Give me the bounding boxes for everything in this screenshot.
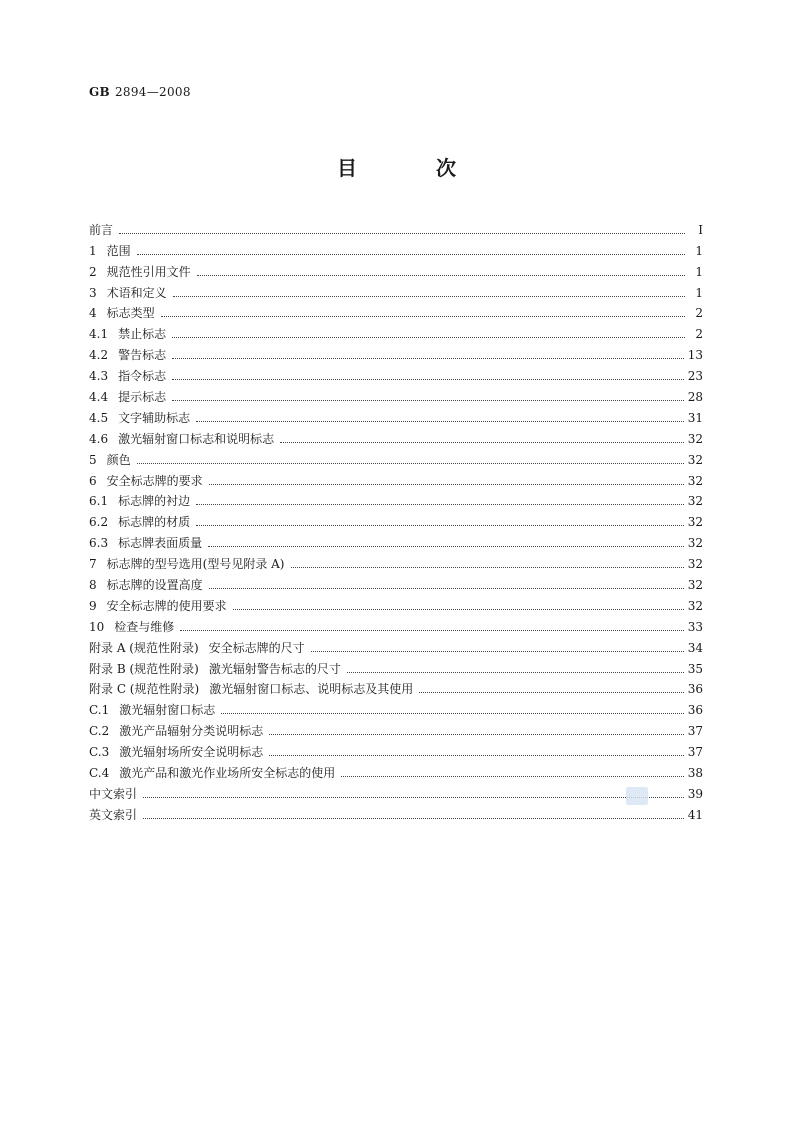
toc-entry[interactable] — [89, 342, 703, 363]
toc-entry-label: 中文索引 — [89, 786, 138, 801]
toc-entry-page: 33 — [687, 619, 703, 634]
toc-entry-number: C.2 — [89, 724, 110, 739]
toc-entry-number: 1 — [89, 243, 97, 258]
toc-leader-dots — [233, 609, 684, 610]
toc-entry-label: 激光辐射警告标志的尺寸 — [208, 661, 341, 676]
toc-entry-page: 37 — [687, 724, 703, 739]
toc-leader-dots — [172, 379, 684, 380]
toc-entry-label: 标志牌的衬边 — [118, 494, 191, 509]
toc-entry-number: 9 — [89, 598, 97, 613]
standard-number: 2894—2008 — [115, 85, 191, 99]
toc-leader-dots — [269, 755, 684, 756]
toc-leader-dots — [172, 358, 684, 359]
toc-entry-number: 4 — [89, 306, 97, 321]
toc-leader-dots — [119, 233, 685, 234]
toc-entry-page: 28 — [687, 390, 703, 405]
toc-leader-dots — [269, 734, 684, 735]
toc-entry-label: 激光辐射窗口标志、说明标志及其使用 — [209, 682, 414, 697]
toc-entry-label: 禁止标志 — [118, 327, 167, 342]
toc-entry[interactable] — [89, 238, 703, 259]
toc-entry-number: 4.4 — [89, 390, 109, 405]
toc-leader-dots — [172, 337, 685, 338]
toc-entry-number: 8 — [89, 578, 97, 593]
toc-leader-dots — [143, 797, 684, 798]
toc-leader-dots — [197, 275, 685, 276]
toc-leader-dots — [137, 463, 684, 464]
toc-entry-number: 4.5 — [89, 410, 109, 425]
toc-leader-dots — [143, 818, 684, 819]
toc-entry-number: 附录 C (规范性附录) — [89, 682, 200, 697]
standard-prefix: GB — [89, 85, 110, 99]
toc-leader-dots — [172, 400, 684, 401]
toc-leader-dots — [209, 588, 684, 589]
toc-entry[interactable] — [89, 697, 703, 718]
toc-entry-label: 标志牌的材质 — [118, 515, 191, 530]
toc-entry-page: 2 — [695, 306, 703, 321]
toc-entry-label: 前言 — [89, 222, 114, 237]
toc-entry-label: 术语和定义 — [106, 285, 167, 300]
toc-entry-number: C.3 — [89, 745, 110, 760]
toc-entry-page: 1 — [695, 243, 703, 258]
toc-entry-page: 38 — [687, 766, 703, 781]
toc-entry[interactable] — [89, 217, 703, 238]
standard-code — [89, 85, 191, 99]
toc-entry-page: 32 — [687, 452, 703, 467]
toc-entry-label: 英文索引 — [89, 807, 138, 822]
toc-entry-page: 32 — [687, 578, 703, 593]
toc-entry-label: 激光产品和激光作业场所安全标志的使用 — [119, 766, 336, 781]
toc-entry-label: 检查与维修 — [114, 619, 175, 634]
toc-leader-dots — [180, 630, 683, 631]
toc-leader-dots — [341, 776, 684, 777]
toc-entry-page: 13 — [687, 348, 703, 363]
toc-leader-dots — [196, 504, 684, 505]
toc-leader-dots — [221, 713, 684, 714]
toc-entry[interactable] — [89, 321, 703, 342]
toc-entry-label: 激光产品辐射分类说明标志 — [119, 724, 264, 739]
toc-entry[interactable] — [89, 530, 703, 551]
toc-entry-number: 附录 A (规范性附录) — [89, 640, 199, 655]
toc-entry-label: 文字辅助标志 — [118, 410, 191, 425]
toc-leader-dots — [208, 546, 684, 547]
toc-entry-label: 安全标志牌的要求 — [106, 473, 203, 488]
toc-entry-number: 4.3 — [89, 369, 109, 384]
toc-entry-page: 2 — [695, 327, 703, 342]
toc-entry-number: 10 — [89, 619, 105, 634]
toc-entry-number: 3 — [89, 285, 97, 300]
toc-entry-page: 1 — [695, 264, 703, 279]
toc-entry-label: 提示标志 — [118, 390, 167, 405]
toc-leader-dots — [161, 316, 685, 317]
toc-entry-number: 6.2 — [89, 515, 109, 530]
toc-entry[interactable] — [89, 760, 703, 781]
toc-entry-label: 颜色 — [106, 452, 131, 467]
toc-entry[interactable] — [89, 468, 703, 489]
toc-entry-page: 32 — [687, 536, 703, 551]
toc-entry[interactable] — [89, 614, 703, 635]
toc-entry-number: 7 — [89, 557, 97, 572]
toc-entry-number: 4.2 — [89, 348, 109, 363]
toc-entry-page: 32 — [687, 557, 703, 572]
toc-leader-dots — [347, 672, 684, 673]
toc-leader-dots — [196, 525, 684, 526]
toc-entry[interactable] — [89, 551, 703, 572]
toc-entry-label: 标志牌表面质量 — [118, 536, 203, 551]
toc-leader-dots — [137, 254, 685, 255]
toc-entry-page: 23 — [687, 369, 703, 384]
toc-leader-dots — [291, 567, 684, 568]
toc-entry-label: 安全标志牌的使用要求 — [106, 598, 227, 613]
toc-entry-number: 附录 B (规范性附录) — [89, 661, 199, 676]
toc-entry-label: 规范性引用文件 — [106, 264, 191, 279]
toc-entry-page: 31 — [687, 410, 703, 425]
toc-entry[interactable] — [89, 259, 703, 280]
toc-entry-label: 指令标志 — [118, 369, 167, 384]
toc-entry[interactable] — [89, 739, 703, 760]
toc-entry-number: 6 — [89, 473, 97, 488]
toc-entry-label: 标志类型 — [106, 306, 155, 321]
toc-entry[interactable] — [89, 802, 703, 823]
toc-entry-number: 4.6 — [89, 431, 109, 446]
toc-entry-label: 警告标志 — [118, 348, 167, 363]
toc-entry[interactable] — [89, 718, 703, 739]
toc-entry[interactable] — [89, 509, 703, 530]
toc-leader-dots — [173, 296, 685, 297]
toc-entry[interactable] — [89, 405, 703, 426]
toc-entry[interactable] — [89, 384, 703, 405]
toc-entry-page: 41 — [687, 807, 703, 822]
toc-entry-label: 安全标志牌的尺寸 — [208, 640, 305, 655]
toc-entry-page: 32 — [687, 473, 703, 488]
toc-entry[interactable] — [89, 781, 703, 802]
toc-entry[interactable] — [89, 656, 703, 677]
toc-entry-number: C.1 — [89, 703, 110, 718]
toc-entry[interactable] — [89, 426, 703, 447]
toc-entry-page: 37 — [687, 745, 703, 760]
toc-entry-label: 标志牌的型号选用(型号见附录 A) — [106, 557, 285, 572]
toc-entry-label: 激光辐射窗口标志 — [119, 703, 216, 718]
toc-entry-page: 35 — [687, 661, 703, 676]
toc-entry[interactable] — [89, 489, 703, 510]
toc-entry-label: 激光辐射窗口标志和说明标志 — [118, 431, 275, 446]
toc-entry[interactable] — [89, 301, 703, 322]
toc-entry-page: 32 — [687, 515, 703, 530]
toc-entry[interactable] — [89, 280, 703, 301]
toc-leader-dots — [196, 421, 684, 422]
toc-entry-page: 32 — [687, 494, 703, 509]
page-title: 目 次 — [337, 156, 492, 180]
toc-entry-label: 范围 — [106, 243, 131, 258]
toc-entry-number: 6.1 — [89, 494, 109, 509]
toc-entry-page: 36 — [687, 682, 703, 697]
toc-entry-number: 5 — [89, 452, 97, 467]
toc-entry[interactable] — [89, 572, 703, 593]
toc-leader-dots — [280, 442, 684, 443]
toc-leader-dots — [311, 651, 684, 652]
toc-entry[interactable] — [89, 635, 703, 656]
toc-leader-dots — [209, 484, 684, 485]
toc-entry-page: 36 — [687, 703, 703, 718]
toc-entry[interactable] — [89, 677, 703, 698]
toc-entry[interactable] — [89, 447, 703, 468]
watermark — [626, 787, 648, 805]
toc-entry[interactable] — [89, 363, 703, 384]
toc-entry-label: 激光辐射场所安全说明标志 — [119, 745, 264, 760]
toc-entry-page: Ⅰ — [698, 222, 703, 237]
toc-leader-dots — [419, 692, 684, 693]
toc-entry-number: 6.3 — [89, 536, 109, 551]
toc-entry-number: 2 — [89, 264, 97, 279]
toc-entry-label: 标志牌的设置高度 — [106, 578, 203, 593]
toc-entry-page: 32 — [687, 598, 703, 613]
toc-entry-page: 39 — [687, 786, 703, 801]
toc-entry-number: 4.1 — [89, 327, 109, 342]
toc-entry-number: C.4 — [89, 766, 110, 781]
toc-entry[interactable] — [89, 593, 703, 614]
table-of-contents — [89, 217, 703, 823]
toc-entry-page: 1 — [695, 285, 703, 300]
toc-entry-page: 34 — [687, 640, 703, 655]
toc-entry-page: 32 — [687, 431, 703, 446]
